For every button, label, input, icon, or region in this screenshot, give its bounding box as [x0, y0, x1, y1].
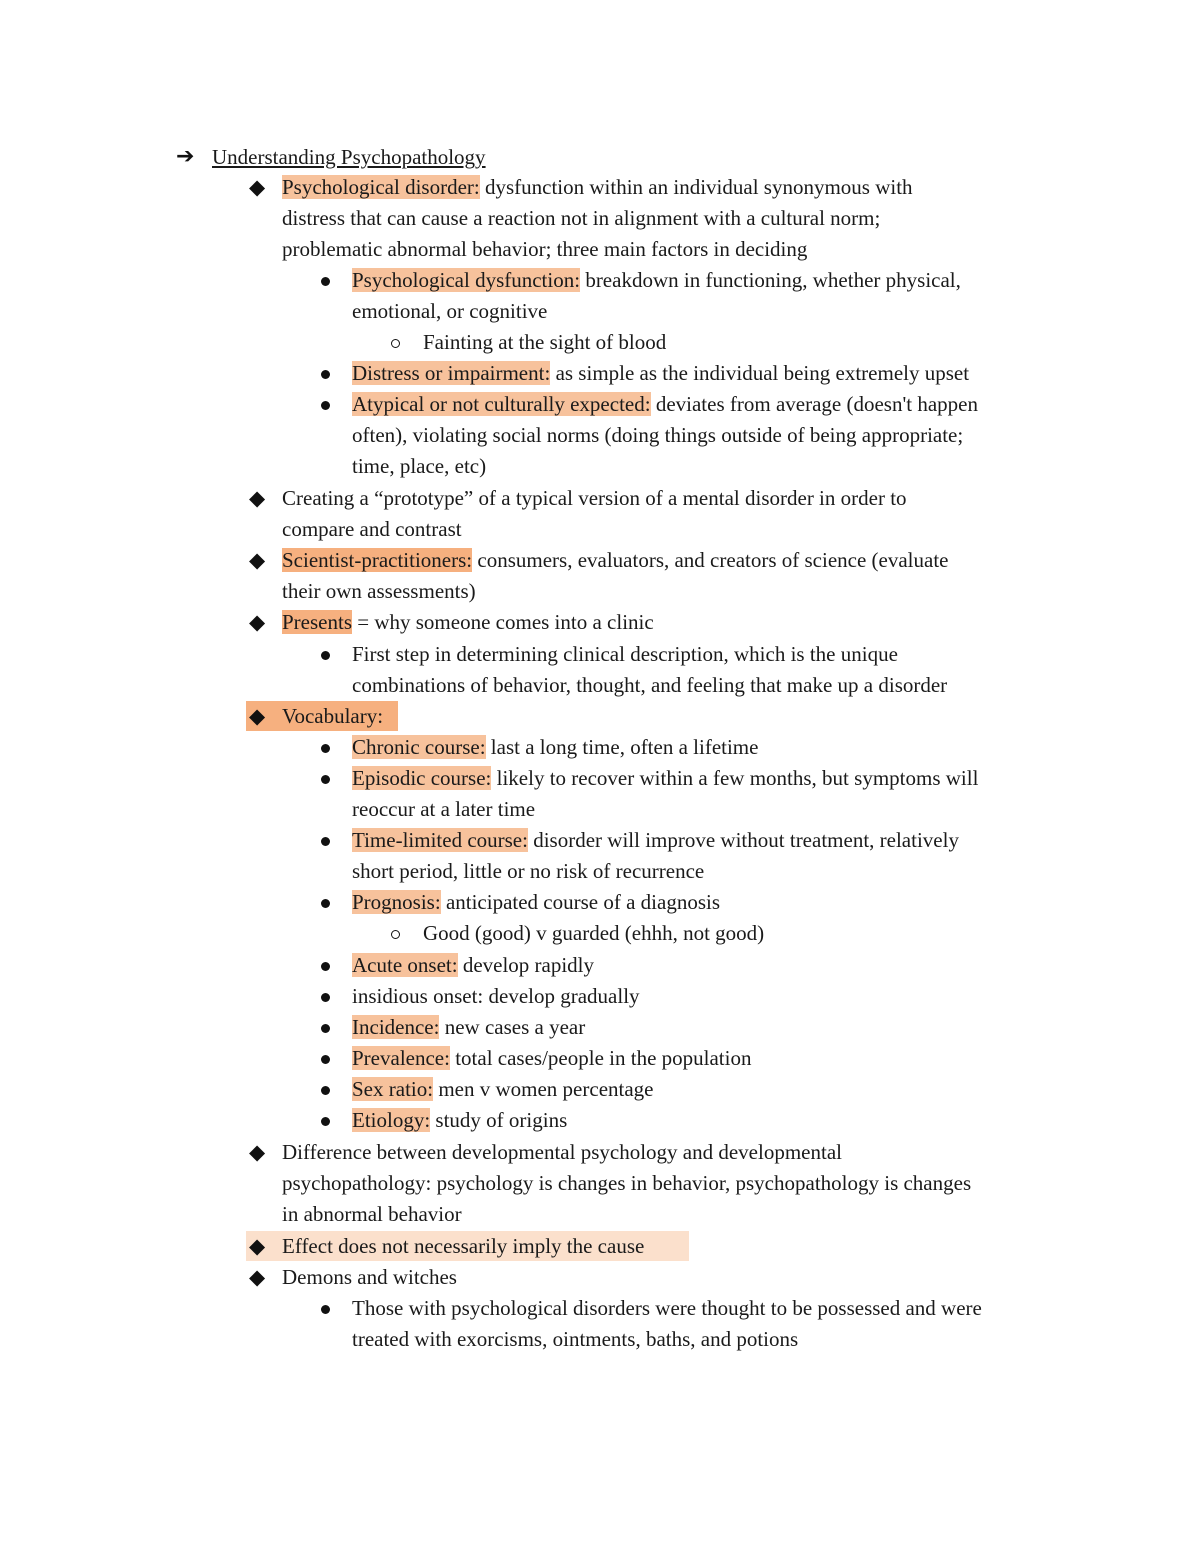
section-heading: Understanding Psychopathology	[212, 145, 486, 169]
list-item: insidious onset: develop gradually	[352, 984, 640, 1008]
list-item: Atypical or not culturally expected: deviates from average (doesn't happen	[352, 392, 978, 416]
list-item-continuation: combinations of behavior, thought, and feeling that make up a disorder	[352, 673, 948, 697]
list-item-continuation: emotional, or cognitive	[352, 299, 548, 323]
list-item-continuation: compare and contrast	[282, 517, 462, 541]
term-highlight: Prevalence:	[352, 1046, 450, 1070]
dot-bullet-icon	[321, 744, 330, 753]
dot-bullet-icon	[321, 993, 330, 1002]
list-item: Episodic course: likely to recover within a few months, but symptoms will	[352, 766, 979, 790]
term-highlight: Acute onset:	[352, 953, 458, 977]
diamond-bullet-icon: ◆	[249, 548, 266, 572]
list-item: Scientist-practitioners: consumers, evaluators, and creators of science (evaluate	[282, 548, 949, 572]
diamond-bullet-icon: ◆	[249, 1234, 266, 1258]
list-item-continuation: problematic abnormal behavior; three main factors in deciding	[282, 237, 808, 261]
dot-bullet-icon	[321, 1086, 330, 1095]
list-item: Those with psychological disorders were thought to be possessed and were	[352, 1296, 982, 1320]
term-highlight: Atypical or not culturally expected:	[352, 392, 651, 416]
dot-bullet-icon	[321, 837, 330, 846]
diamond-bullet-icon: ◆	[249, 610, 266, 634]
list-item: Prognosis: anticipated course of a diagnosis	[352, 890, 721, 914]
list-item-continuation: psychopathology: psychology is changes in behavior, psychopathology is changes	[282, 1171, 972, 1195]
term-highlight: Prognosis:	[352, 890, 441, 914]
list-item: Acute onset: develop rapidly	[352, 953, 595, 977]
list-item-continuation: in abnormal behavior	[282, 1202, 462, 1226]
list-item: Distress or impairment: as simple as the individual being extremely upset	[352, 361, 970, 385]
list-item: Etiology: study of origins	[352, 1108, 568, 1132]
arrow-bullet-icon: ➔	[176, 144, 195, 169]
list-item-continuation: distress that can cause a reaction not in alignment with a cultural norm;	[282, 206, 881, 230]
list-item-continuation: short period, little or no risk of recurrence	[352, 859, 705, 883]
dot-bullet-icon	[321, 899, 330, 908]
dot-bullet-icon	[321, 962, 330, 971]
term-highlight: Time-limited course:	[352, 828, 528, 852]
list-item: Time-limited course: disorder will improve without treatment, relatively	[352, 828, 959, 852]
diamond-bullet-icon: ◆	[249, 1265, 266, 1289]
list-item: Psychological disorder: dysfunction within an individual synonymous with	[282, 175, 913, 199]
list-item: Difference between developmental psychology and developmental	[282, 1140, 842, 1164]
diamond-bullet-icon: ◆	[249, 486, 266, 510]
list-item: Psychological dysfunction: breakdown in functioning, whether physical,	[352, 268, 961, 292]
diamond-bullet-icon: ◆	[249, 1140, 266, 1164]
list-item: Creating a “prototype” of a typical version of a mental disorder in order to	[282, 486, 907, 510]
term-highlight: Sex ratio:	[352, 1077, 434, 1101]
term-highlight: Presents	[282, 610, 352, 634]
list-item-continuation: treated with exorcisms, ointments, baths, and potions	[352, 1327, 799, 1351]
dot-bullet-icon	[321, 1024, 330, 1033]
list-item: Chronic course: last a long time, often a lifetime	[352, 735, 759, 759]
dot-bullet-icon	[321, 401, 330, 410]
list-item: Presents = why someone comes into a clinic	[282, 610, 654, 634]
list-item: Demons and witches	[282, 1265, 457, 1289]
term-highlight: Incidence:	[352, 1015, 440, 1039]
dot-bullet-icon	[321, 651, 330, 660]
list-item-continuation: time, place, etc)	[352, 454, 487, 478]
list-item: Fainting at the sight of blood	[423, 330, 667, 354]
dot-bullet-icon	[321, 1305, 330, 1314]
term-highlight: Episodic course:	[352, 766, 492, 790]
list-item-continuation: often), violating social norms (doing things outside of being appropriate;	[352, 423, 964, 447]
list-item: Vocabulary:	[282, 704, 384, 728]
list-item-continuation: their own assessments)	[282, 579, 476, 603]
circle-bullet-icon	[391, 339, 400, 348]
dot-bullet-icon	[321, 370, 330, 379]
term-highlight: Etiology:	[352, 1108, 431, 1132]
term-highlight: Chronic course:	[352, 735, 486, 759]
dot-bullet-icon	[321, 1117, 330, 1126]
list-item: Incidence: new cases a year	[352, 1015, 586, 1039]
list-item: Prevalence: total cases/people in the population	[352, 1046, 752, 1070]
term-highlight: Psychological disorder:	[282, 175, 480, 199]
term-highlight: Distress or impairment:	[352, 361, 551, 385]
diamond-bullet-icon: ◆	[249, 175, 266, 199]
term-highlight: Psychological dysfunction:	[352, 268, 581, 292]
list-item: First step in determining clinical description, which is the unique	[352, 642, 898, 666]
diamond-bullet-icon: ◆	[249, 704, 266, 728]
list-item: Good (good) v guarded (ehhh, not good)	[423, 921, 765, 945]
dot-bullet-icon	[321, 775, 330, 784]
dot-bullet-icon	[321, 277, 330, 286]
list-item: Sex ratio: men v women percentage	[352, 1077, 654, 1101]
dot-bullet-icon	[321, 1055, 330, 1064]
term-highlight: Scientist-practitioners:	[282, 548, 473, 572]
list-item: Effect does not necessarily imply the cause	[282, 1234, 645, 1258]
list-item-continuation: reoccur at a later time	[352, 797, 536, 821]
circle-bullet-icon	[391, 930, 400, 939]
